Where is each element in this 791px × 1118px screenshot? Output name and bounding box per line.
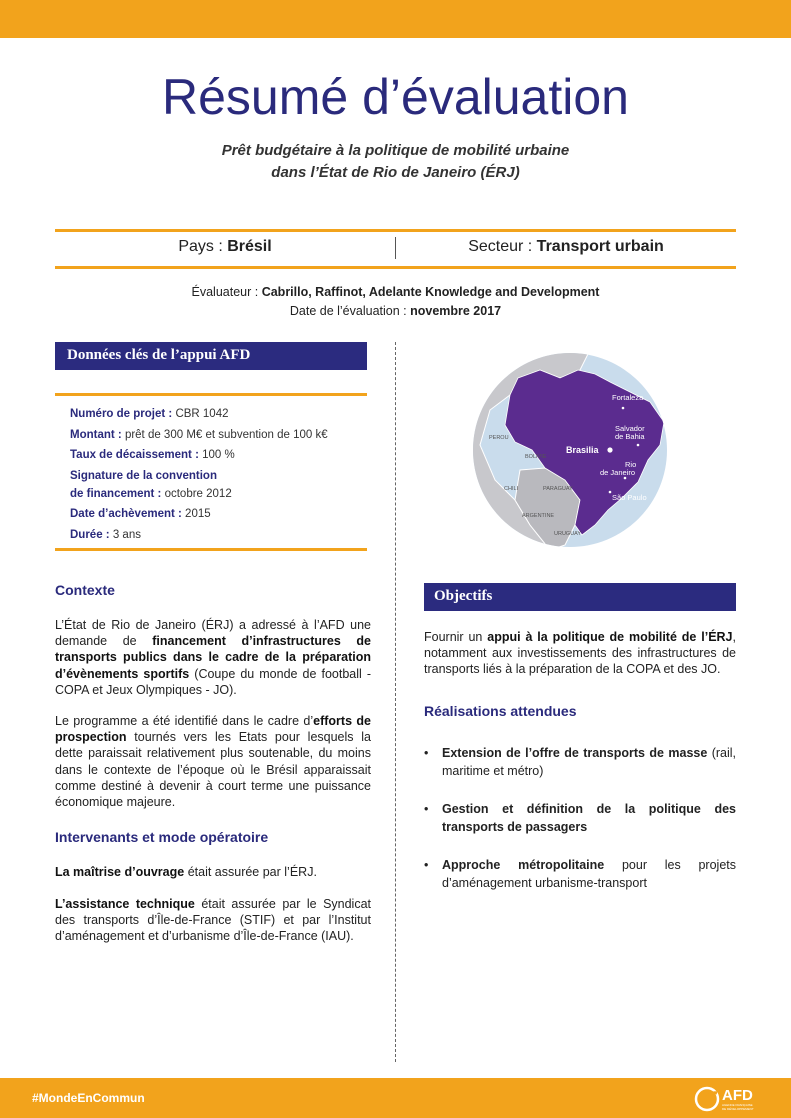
evaluator-label: Évaluateur : <box>191 285 262 299</box>
text-run-bold: financement d’infrastructures de transports publics dans le cadre de la préparation d’évènements sportifs <box>55 634 371 681</box>
list-item <box>424 856 736 892</box>
afd-logo-sub-1: AGENCE FRANÇAISE <box>722 1103 753 1107</box>
list-item <box>424 744 736 780</box>
country-sector-band <box>55 229 736 269</box>
evaluator-value: Cabrillo, Raffinot, Adelante Knowledge and Development <box>261 285 600 299</box>
key-label: de financement : <box>70 487 165 500</box>
text-run-bold: L’assistance technique <box>55 897 195 911</box>
footer-hashtag: #MondeEnCommun <box>32 1091 145 1105</box>
key-data-box <box>55 393 367 551</box>
text-run: pour les projets d’aménagement urbanisme-transport <box>442 858 736 890</box>
key-label: Date d’achèvement : <box>70 508 186 520</box>
text-run-bold: Gestion et définition de la politique des transports de passagers <box>442 802 736 834</box>
key-value: 100 % <box>202 449 235 461</box>
label-salvador-2: de Bahia <box>615 432 645 441</box>
key-value: octobre 2012 <box>164 487 232 500</box>
country-label: Pays : <box>178 238 228 255</box>
intervenants-paragraph-2 <box>55 896 371 945</box>
sector-field <box>396 238 736 256</box>
label-perou: PEROU <box>489 435 509 441</box>
text-run: (rail, maritime et métro) <box>442 746 737 778</box>
label-bolivie: BOLIVIE <box>525 454 547 460</box>
evaluation-info <box>0 283 791 321</box>
key-row-project-number <box>70 406 328 422</box>
label-sao-paulo: São Paulo <box>612 493 647 502</box>
brazil-map <box>470 350 670 550</box>
page-title: Résumé d’évaluation <box>162 69 629 125</box>
key-row-completion <box>70 506 328 522</box>
label-salvador-1: Salvador <box>615 424 645 433</box>
key-data-header-text: Données clés de l’appui AFD <box>67 347 251 363</box>
afd-logo-sub-2: DE DÉVELOPPEMENT <box>722 1107 754 1111</box>
label-uruguay: URUGUAY <box>554 531 582 537</box>
text-run: tournés vers les Etats pour lesquels la dette paraissait relativement plus soutenable, du moins dans le contexte de l’époque où le Brésil apparaissait comme destiné à devenir à court terme une puissance économique majeure. <box>55 730 371 810</box>
key-data-header <box>55 342 367 370</box>
key-label: Taux de décaissement : <box>70 449 203 461</box>
list-item <box>424 800 736 836</box>
key-value: CBR 1042 <box>175 408 229 420</box>
key-label: Signature de la convention <box>70 469 217 482</box>
text-run: L’État de Rio de Janeiro (ÉRJ) a adressé à l’AFD une demande de <box>55 618 371 649</box>
text-run: Le programme a été identifié dans le cadre d’ <box>55 714 314 728</box>
evaluation-date-value: novembre 2017 <box>410 304 502 318</box>
realisations-list <box>424 744 736 912</box>
key-row-disbursement <box>70 447 328 463</box>
key-row-duration <box>70 527 328 543</box>
evaluator-line <box>0 283 791 302</box>
country-field <box>55 238 395 256</box>
key-label: Montant : <box>70 428 125 441</box>
text-run-bold: Approche métropolitaine <box>442 858 605 872</box>
evaluation-date-line <box>0 302 791 321</box>
brazil-map-svg <box>470 350 670 550</box>
realisations-heading: Réalisations attendues <box>424 703 577 719</box>
text-run: , notamment aux investissements des infrastructures de transports liés à la préparation de la COPA et des JO. <box>424 630 736 677</box>
key-value: 3 ans <box>112 528 141 541</box>
objectifs-paragraph <box>424 629 736 678</box>
key-value: prêt de 300 M€ et subvention de 100 k€ <box>124 428 328 441</box>
text-run-bold: La maîtrise d’ouvrage <box>55 865 185 879</box>
sector-value: Transport urbain <box>536 238 664 255</box>
key-value: 2015 <box>185 508 211 520</box>
column-divider <box>395 342 396 1062</box>
contexte-paragraph-1 <box>55 617 371 698</box>
text-run: était assurée par l’ÉRJ. <box>184 865 317 879</box>
key-data-list <box>70 406 328 547</box>
objectifs-header-text: Objectifs <box>434 588 493 604</box>
contexte-paragraph-2 <box>55 713 371 810</box>
country-value: Brésil <box>227 238 272 255</box>
key-label: Numéro de projet : <box>70 408 176 420</box>
intervenants-heading: Intervenants et mode opératoire <box>55 829 269 845</box>
contexte-heading: Contexte <box>55 582 115 598</box>
intervenants-paragraph-1 <box>55 864 371 880</box>
text-run-bold: appui à la politique de mobilité de l’ÉRJ <box>487 630 733 644</box>
afd-logo-text: AFD <box>722 1087 753 1104</box>
objectifs-header <box>424 583 736 611</box>
label-rio-2: de Janeiro <box>600 468 636 477</box>
text-run: (Coupe du monde de football - COPA et Jeux Olympiques - JO). <box>55 666 371 697</box>
text-run-bold: Extension de l’offre de transports de masse <box>442 746 708 760</box>
key-row-amount <box>70 427 328 443</box>
text-run-bold: efforts de prospection <box>55 714 372 745</box>
label-brasilia: Brasilia <box>566 445 599 455</box>
text-run: Fournir un <box>424 630 488 644</box>
label-chili: CHILI <box>504 486 519 492</box>
page-subtitle <box>0 140 791 184</box>
subtitle-line-1: Prêt budgétaire à la politique de mobilité urbaine <box>221 142 570 159</box>
key-row-signature <box>70 486 328 502</box>
top-bar <box>0 0 791 38</box>
footer-bar <box>0 1078 791 1118</box>
evaluation-date-label: Date de l’évaluation : <box>289 304 411 318</box>
label-fortaleza: Fortaleza <box>612 393 644 402</box>
label-argentine: ARGENTINE <box>522 513 555 519</box>
sector-label: Secteur : <box>468 238 537 255</box>
subtitle-line-2: dans l’État de Rio de Janeiro (ÉRJ) <box>271 164 520 181</box>
text-run: était assurée par le Syndicat des transports d’Île-de-France (STIF) et par l’Institut d’aménagement et d’urbanisme d’Île-de-France (IAU). <box>55 897 372 944</box>
label-rio-1: Rio <box>625 460 637 469</box>
afd-logo <box>693 1082 773 1114</box>
key-row-signature-label <box>70 468 328 484</box>
label-paraguay: PARAGUAY <box>543 486 573 492</box>
key-label: Durée : <box>70 528 113 541</box>
